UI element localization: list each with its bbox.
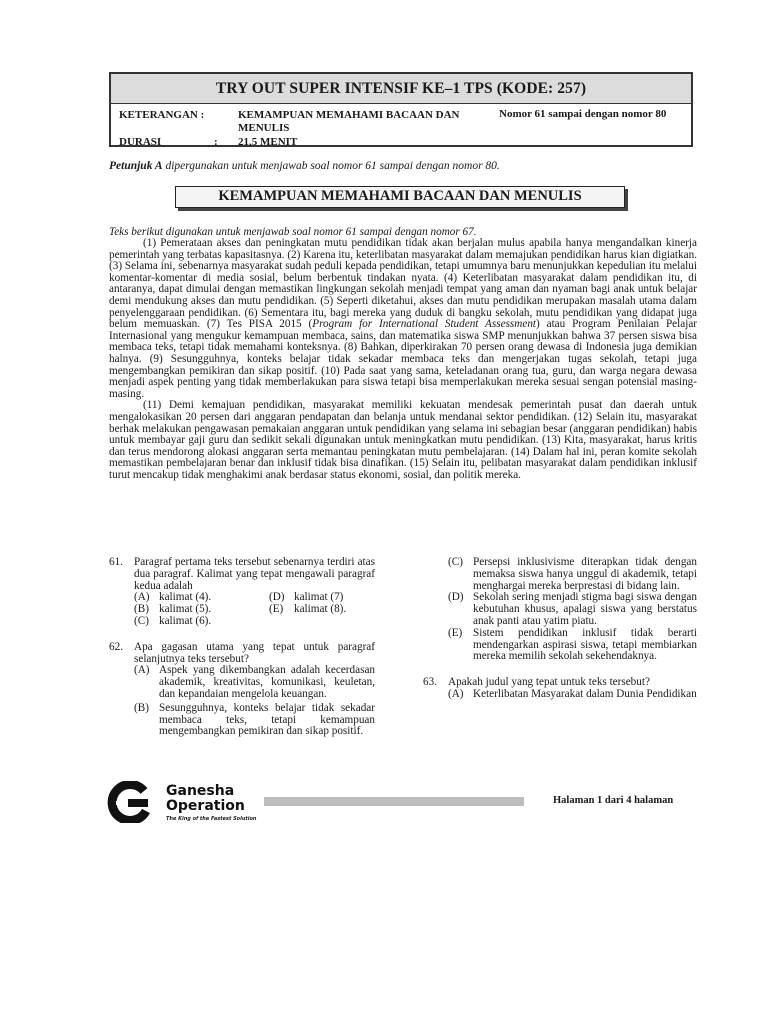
durasi-label: DURASI bbox=[119, 136, 162, 148]
question-62-continued bbox=[423, 557, 697, 663]
option-c[interactable] bbox=[134, 616, 269, 628]
question-number: 61. bbox=[109, 556, 123, 568]
option-text: kalimat (8). bbox=[294, 603, 347, 616]
option-e[interactable] bbox=[269, 604, 399, 616]
ganesha-g-icon bbox=[106, 781, 154, 823]
exam-info bbox=[111, 104, 691, 146]
brand-name bbox=[166, 784, 245, 814]
exam-header bbox=[109, 72, 693, 147]
option-letter: (E) bbox=[448, 626, 463, 639]
option-letter: (C) bbox=[448, 556, 463, 568]
option-letter: (A) bbox=[134, 591, 150, 604]
option-text: kalimat (5). bbox=[159, 603, 212, 616]
option-letter: (B) bbox=[134, 701, 149, 714]
instructions-text: dipergunakan untuk menjawab soal nomor 61 sampai dengan nomor 80. bbox=[162, 160, 500, 172]
option-letter: (C) bbox=[134, 614, 149, 627]
question-number: 62. bbox=[109, 640, 123, 653]
instructions bbox=[109, 160, 500, 172]
option-letter: (D) bbox=[269, 591, 285, 604]
option-letter: (A) bbox=[134, 664, 150, 677]
option-text: Keterlibatan Masyarakat dalam Dunia Pendidikan bbox=[473, 687, 697, 700]
option-text: Persepsi inklusivisme diterapkan tidak dengan memaksa siswa hanya unggul di akademik, tetapi menghargai mereka berprestasi di bidang lain. bbox=[473, 556, 697, 592]
question-number: 63. bbox=[423, 676, 437, 689]
footer-divider bbox=[264, 797, 524, 806]
option-b[interactable] bbox=[134, 703, 375, 738]
keterangan-label: KETERANGAN : bbox=[119, 109, 205, 121]
passage-intro: Teks berikut digunakan untuk menjawab soal nomor 61 sampai dengan nomor 67. bbox=[109, 226, 477, 238]
paragraph-1: (1) Pemerataan akses dan peningkatan mutu pendidikan tidak akan berjalan mulus apabila hanya mengandalkan kinerja pemerintah yang terbatas kapasitasnya. (2) Karena itu, keterlibatan masyarakat dalam memajukan pendidikan harus kian digiatkan. (3) Selama ini, sebenarnya masyarakat sudah peduli kepada pendidikan, tetapi umumnya baru menunjukkan kepedulian itu melalui komentar-komentar di media sosial, belum berbentuk tindakan nyata. (4) Keterlibatan masyarakat dalam pendidikan itu, di antaranya, dapat dimulai dengan memastikan lingkungan sekolah menjadi tempat yang aman dan nyaman bagi anak untuk belajar demi mendukung akses dan mutu pendidikan. (5) Seperti diketahui, akses dan mutu pendidikan merupakan masalah utama dalam penyelenggaraan pendidikan. (6) Sementara itu, bagi mereka yang duduk di bangku sekolah, mutu pendidikan yang didapat juga belum memuaskan. (7) Tes PISA 2015 (Program for International Student Assessment) atau Program Penilaian Pelajar Internasional yang mengukur kemampuan membaca, sains, dan matematika siswa SMP menunjukkan bahwa 37 persen siswa bisa membaca teks, tetapi tidak memahami konteksnya. (8) Bahkan, diperkirakan 70 persen orang dewasa di Indonesia juga demikian halnya. (9) Sesungguhnya, konteks belajar tidak sekadar membaca teks dan mengerjakan tugas sekolah, tetapi juga mengembangkan pemikiran dan sikap positif. (10) Pada saat yang sama, keteladanan orang tua, guru, dan warga negara dewasa menjadi aspek penting yang tidak memberlakukan para siswa tetapi bisa memperlakukan mereka sesuai sengan potensial masing-masing. bbox=[109, 237, 698, 400]
question-stem: Paragraf pertama teks tersebut sebenarnya terdiri atas dua paragraf. Kalimat yang tepat mengawali paragraf kedua adalah bbox=[134, 556, 375, 592]
brand-line-2: Operation bbox=[166, 798, 245, 814]
page-number: Halaman 1 dari 4 halaman bbox=[553, 795, 674, 806]
option-e[interactable] bbox=[448, 628, 697, 663]
option-text: kalimat (7) bbox=[294, 591, 344, 604]
option-letter: (A) bbox=[448, 687, 464, 700]
brand-tagline: The King of the Fastest Solution bbox=[166, 816, 257, 822]
durasi-value: 21,5 MENIT bbox=[238, 136, 298, 148]
option-text: kalimat (4). bbox=[159, 591, 212, 604]
pisa-term: Program for International Student Assessment bbox=[312, 318, 537, 331]
option-letter: (B) bbox=[134, 603, 149, 616]
option-a[interactable] bbox=[448, 689, 697, 701]
question-61 bbox=[109, 557, 375, 628]
question-range: Nomor 61 sampai dengan nomor 80 bbox=[499, 108, 667, 120]
option-grid bbox=[134, 592, 375, 627]
reading-passage bbox=[109, 238, 697, 481]
option-letter: (D) bbox=[448, 591, 464, 604]
question-62 bbox=[109, 642, 375, 738]
ganesha-operation-logo bbox=[106, 781, 256, 823]
option-text: Sesungguhnya, konteks belajar tidak sekadar membaca teks, tetapi kemampuan mengembangkan pemikiran dan sikap positif. bbox=[159, 701, 375, 738]
option-text: Aspek yang dikembangkan adalah kecerdasan akademik, kreativitas, komunikasi, keuletan, dan kepandaian mengelola keuangan. bbox=[159, 664, 375, 700]
option-a[interactable] bbox=[134, 665, 375, 700]
questions-right-column bbox=[423, 557, 697, 712]
option-text: Sekolah sering menjadi stigma bagi siswa dengan kebutuhan khusus, apalagi siswa yang berstatus anak panti atau yatim piatu. bbox=[473, 591, 697, 627]
exam-title: TRY OUT SUPER INTENSIF KE–1 TPS (KODE: 257) bbox=[111, 74, 691, 104]
brand-line-1: Ganesha bbox=[166, 783, 235, 799]
questions-left-column bbox=[109, 557, 375, 749]
paragraph-2: (11) Demi kemajuan pendidikan, masyarakat memiliki kekuatan mendesak pemerintah pusat dan daerah untuk mengalokasikan 20 persen dari anggaran pendapatan dan belanja untuk mendanai sektor pendidikan. (12) Selain itu, masyarakat berhak melakukan pengawasan pemakaian anggaran untuk pendidikan yang selama ini sebagian besar (anggaran pendidikan) habis untuk membayar gaji guru dan sedikit sekali digunakan untuk meningkatkan mutu pendidikan. (13) Kita, masyarakat, harus kritis dan terus mendorong alokasi anggaran serta memantau peningkatan mutu pembelajaran. (14) Dalam hal ini, peran komite sekolah memastikan pembelajaran benar dan inklusif tidak bisa dinafikan. (15) Selain itu, pelibatan masyarakat dalam pendidikan inklusif turut mencakup tidak menghakimi anak berdasar status ekonomi, sosial, dan politik mereka. bbox=[109, 399, 697, 481]
keterangan-value: KEMAMPUAN MEMAHAMI BACAAN DAN MENULIS bbox=[238, 109, 460, 134]
durasi-colon: : bbox=[214, 136, 218, 148]
option-d[interactable] bbox=[448, 592, 697, 627]
option-c[interactable] bbox=[448, 557, 697, 592]
question-63 bbox=[423, 677, 697, 701]
exam-meta bbox=[119, 109, 478, 149]
paragraph-1-part-a: (1) Pemerataan akses dan peningkatan mutu pendidikan tidak akan berjalan mulus apabila hanya mengandalkan kinerja pemerintah yang terbatas kapasitasnya. (2) Karena itu, keterlibatan masyarakat dalam memajukan pendidikan harus kian digiatkan. (3) Selama ini, sebenarnya masyarakat sudah peduli kepada pendidikan, tetapi umumnya baru menunjukkan kepedulian itu melalui komentar-komentar di media sosial, belum berbentuk tindakan nyata. (4) Keterlibatan masyarakat dalam pendidikan itu, di antaranya, dapat dimulai dengan memastikan lingkungan sekolah menjadi tempat yang aman dan nyaman bagi anak untuk belajar demi mendukung akses dan mutu pendidikan. (5) Seperti diketahui, akses dan mutu pendidikan merupakan masalah utama dalam penyelenggaraan pendidikan. (6) Sementara itu, bagi mereka yang duduk di bangku sekolah, mutu pendidikan yang didapat juga belum memuaskan. (7) Tes PISA 2015 ( bbox=[109, 237, 697, 331]
option-text: kalimat (6). bbox=[159, 614, 212, 627]
option-letter: (E) bbox=[269, 603, 284, 616]
question-stem: Apakah judul yang tepat untuk teks tersebut? bbox=[448, 676, 650, 689]
section-title: KEMAMPUAN MEMAHAMI BACAAN DAN MENULIS bbox=[175, 186, 625, 208]
question-stem: Apa gagasan utama yang tepat untuk paragraf selanjutnya teks tersebut? bbox=[134, 640, 375, 665]
option-text: Sistem pendidikan inklusif tidak berarti mendengarkan aspirasi siswa, tetapi membiarkan mereka memilih sekolah sekehendaknya. bbox=[473, 626, 697, 663]
instructions-label: Petunjuk A bbox=[109, 160, 163, 172]
paragraph-1-part-b: atau Program Penilaian Pelajar Internasional yang mengukur kemampuan membaca, sains, dan matematika siswa SMP menunjukkan bahwa 37 persen siswa bisa membaca teks, tetapi tidak memahami konteksnya. (8) Bahkan, diperkirakan 70 persen orang dewasa di Indonesia juga demikian halnya. (9) Sesungguhnya, konteks belajar tidak sekadar membaca teks dan mengerjakan tugas sekolah, tetapi juga mengembangkan pemikiran dan sikap positif. (10) Pada saat yang sama, keteladanan orang tua, guru, dan warga negara dewasa menjadi aspek penting yang tidak memberlakukan para siswa tetapi bisa memperlakukan mereka sesuai sengan potensial masing-masing. bbox=[109, 318, 698, 400]
